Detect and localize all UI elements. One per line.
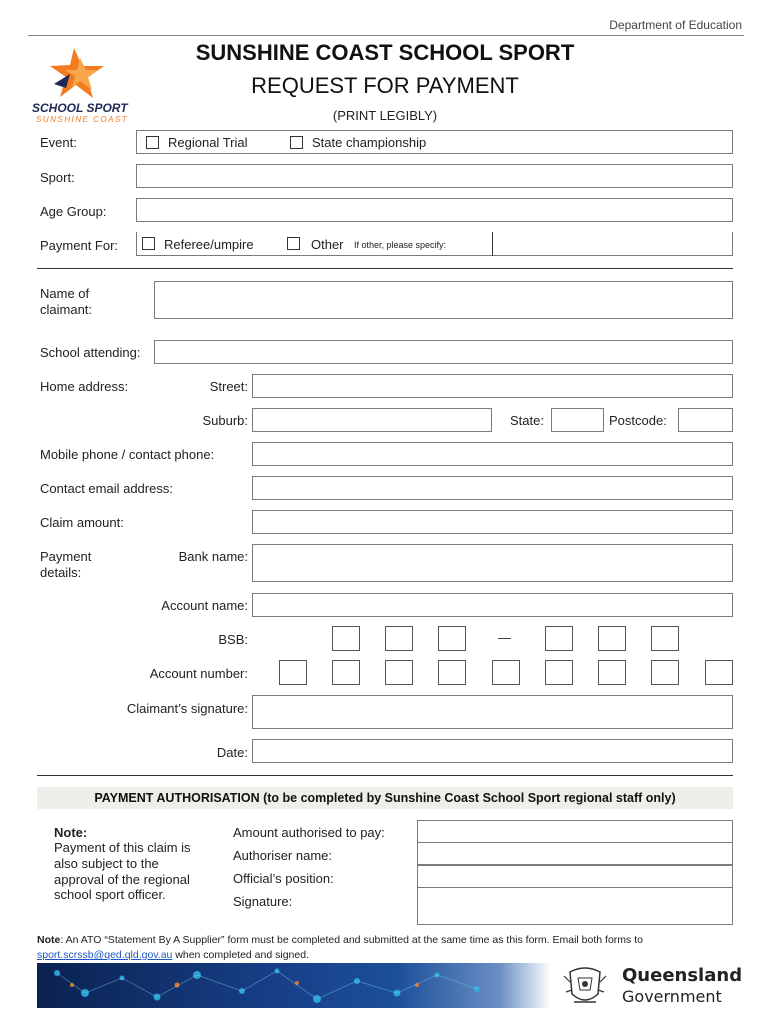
postcode-input[interactable] [678, 408, 733, 432]
name-label-line1: Name of [40, 286, 90, 301]
account-digit-6[interactable] [545, 660, 573, 685]
department-header: Department of Education [609, 18, 742, 32]
account-digit-7[interactable] [598, 660, 626, 685]
state-championship-checkbox[interactable] [290, 136, 303, 149]
account-digit-4[interactable] [438, 660, 466, 685]
authoriser-name-label: Authoriser name: [233, 848, 332, 863]
officials-position-label: Official’s position: [233, 871, 334, 886]
authorisation-divider [37, 775, 733, 776]
school-input[interactable] [154, 340, 733, 364]
amount-authorised-input[interactable] [417, 820, 733, 843]
auth-note-title: Note: [54, 825, 88, 840]
authoriser-name-input[interactable] [417, 842, 733, 865]
state-championship-label: State championship [312, 135, 427, 150]
auth-note-line-3: approval of the regional [54, 872, 190, 887]
queensland-crest-icon [560, 962, 610, 1010]
account-digit-3[interactable] [385, 660, 413, 685]
account-number-label: Account number: [149, 666, 248, 681]
date-input[interactable] [252, 739, 733, 763]
bsb-dash: — [498, 630, 511, 645]
payment-details-label-line1: Payment [40, 549, 92, 564]
sport-input[interactable] [136, 164, 733, 188]
bank-name-input[interactable] [252, 544, 733, 582]
officials-position-input[interactable] [417, 865, 733, 888]
queensland-government-logo [560, 962, 743, 1010]
age-group-input[interactable] [136, 198, 733, 222]
bank-name-label: Bank name: [178, 549, 248, 564]
footer-note-text: : An ATO “Statement By A Supplier” form must be completed and submitted at the same time as this form. Email both forms to [60, 934, 643, 946]
suburb-input[interactable] [252, 408, 492, 432]
age-group-label: Age Group: [40, 204, 107, 219]
auth-signature-label: Signature: [233, 894, 293, 909]
bsb-digit-6[interactable] [651, 626, 679, 651]
auth-note-line-1: Payment of this claim is [54, 840, 191, 855]
print-legibly-note: (PRINT LEGIBLY) [332, 108, 438, 123]
logo-subtitle: SUNSHINE COAST [36, 115, 129, 124]
form-subtitle: REQUEST FOR PAYMENT [251, 73, 519, 98]
claimant-name-input[interactable] [154, 281, 733, 319]
footer-note-tail: when completed and signed. [172, 949, 309, 961]
other-label: Other [311, 237, 344, 252]
form-title: SUNSHINE COAST SCHOOL SPORT [195, 40, 575, 65]
bsb-label: BSB: [218, 632, 248, 647]
street-label: Street: [209, 379, 248, 394]
bsb-digit-5[interactable] [598, 626, 626, 651]
date-label: Date: [216, 745, 248, 760]
auth-note-line-2: also subject to the [54, 856, 159, 871]
bsb-digit-2[interactable] [385, 626, 413, 651]
bsb-digit-4[interactable] [545, 626, 573, 651]
home-address-label: Home address: [40, 379, 129, 394]
other-specify-label: If other, please specify: [354, 240, 447, 250]
state-label: State: [510, 413, 544, 428]
gov-line1: Queensland [622, 965, 743, 986]
school-label: School attending: [40, 345, 141, 360]
claim-amount-label: Claim amount: [40, 515, 124, 530]
sport-label: Sport: [40, 170, 75, 185]
state-input[interactable] [551, 408, 604, 432]
suburb-label: Suburb: [202, 413, 248, 428]
account-digit-2[interactable] [332, 660, 360, 685]
header-rule [28, 35, 744, 36]
account-digit-5[interactable] [492, 660, 520, 685]
account-name-label: Account name: [161, 598, 248, 613]
section-divider [37, 268, 733, 269]
referee-umpire-label: Referee/umpire [164, 237, 254, 252]
account-digit-9[interactable] [705, 660, 733, 685]
account-name-input[interactable] [252, 593, 733, 617]
footer-note [37, 933, 737, 963]
amount-authorised-label: Amount authorised to pay: [233, 825, 385, 840]
name-label-line2: claimant: [40, 302, 93, 317]
phone-label: Mobile phone / contact phone: [40, 447, 215, 462]
footer-note-bold: Note [37, 934, 61, 946]
email-input[interactable] [252, 476, 733, 500]
other-specify-input[interactable] [492, 232, 734, 256]
payment-details-label-line2: details: [40, 565, 82, 580]
claimant-signature-input[interactable] [252, 695, 733, 729]
regional-trial-label: Regional Trial [168, 135, 248, 150]
email-label: Contact email address: [40, 481, 173, 496]
claim-amount-input[interactable] [252, 510, 733, 534]
bsb-digit-3[interactable] [438, 626, 466, 651]
auth-signature-input[interactable] [417, 887, 733, 925]
payment-for-label: Payment For: [40, 238, 119, 253]
gov-line2: Government [622, 987, 722, 1006]
street-input[interactable] [252, 374, 733, 398]
other-checkbox[interactable] [287, 237, 300, 250]
authorisation-banner-text: PAYMENT AUTHORISATION (to be completed by Sunshine Coast School Sport regional staff only) [94, 791, 676, 805]
logo-title: SCHOOL SPORT [32, 101, 128, 115]
footer-decorative-band [37, 963, 551, 1008]
claimant-signature-label: Claimant’s signature: [126, 701, 248, 716]
postcode-label: Postcode: [609, 413, 667, 428]
phone-input[interactable] [252, 442, 733, 466]
bsb-digit-1[interactable] [332, 626, 360, 651]
auth-note-line-4: school sport officer. [54, 887, 166, 902]
account-digit-1[interactable] [279, 660, 307, 685]
event-label: Event: [40, 135, 77, 150]
referee-umpire-checkbox[interactable] [142, 237, 155, 250]
footer-email-link[interactable]: sport.scrssb@qed.qld.gov.au [37, 949, 173, 961]
account-digit-8[interactable] [651, 660, 679, 685]
regional-trial-checkbox[interactable] [146, 136, 159, 149]
